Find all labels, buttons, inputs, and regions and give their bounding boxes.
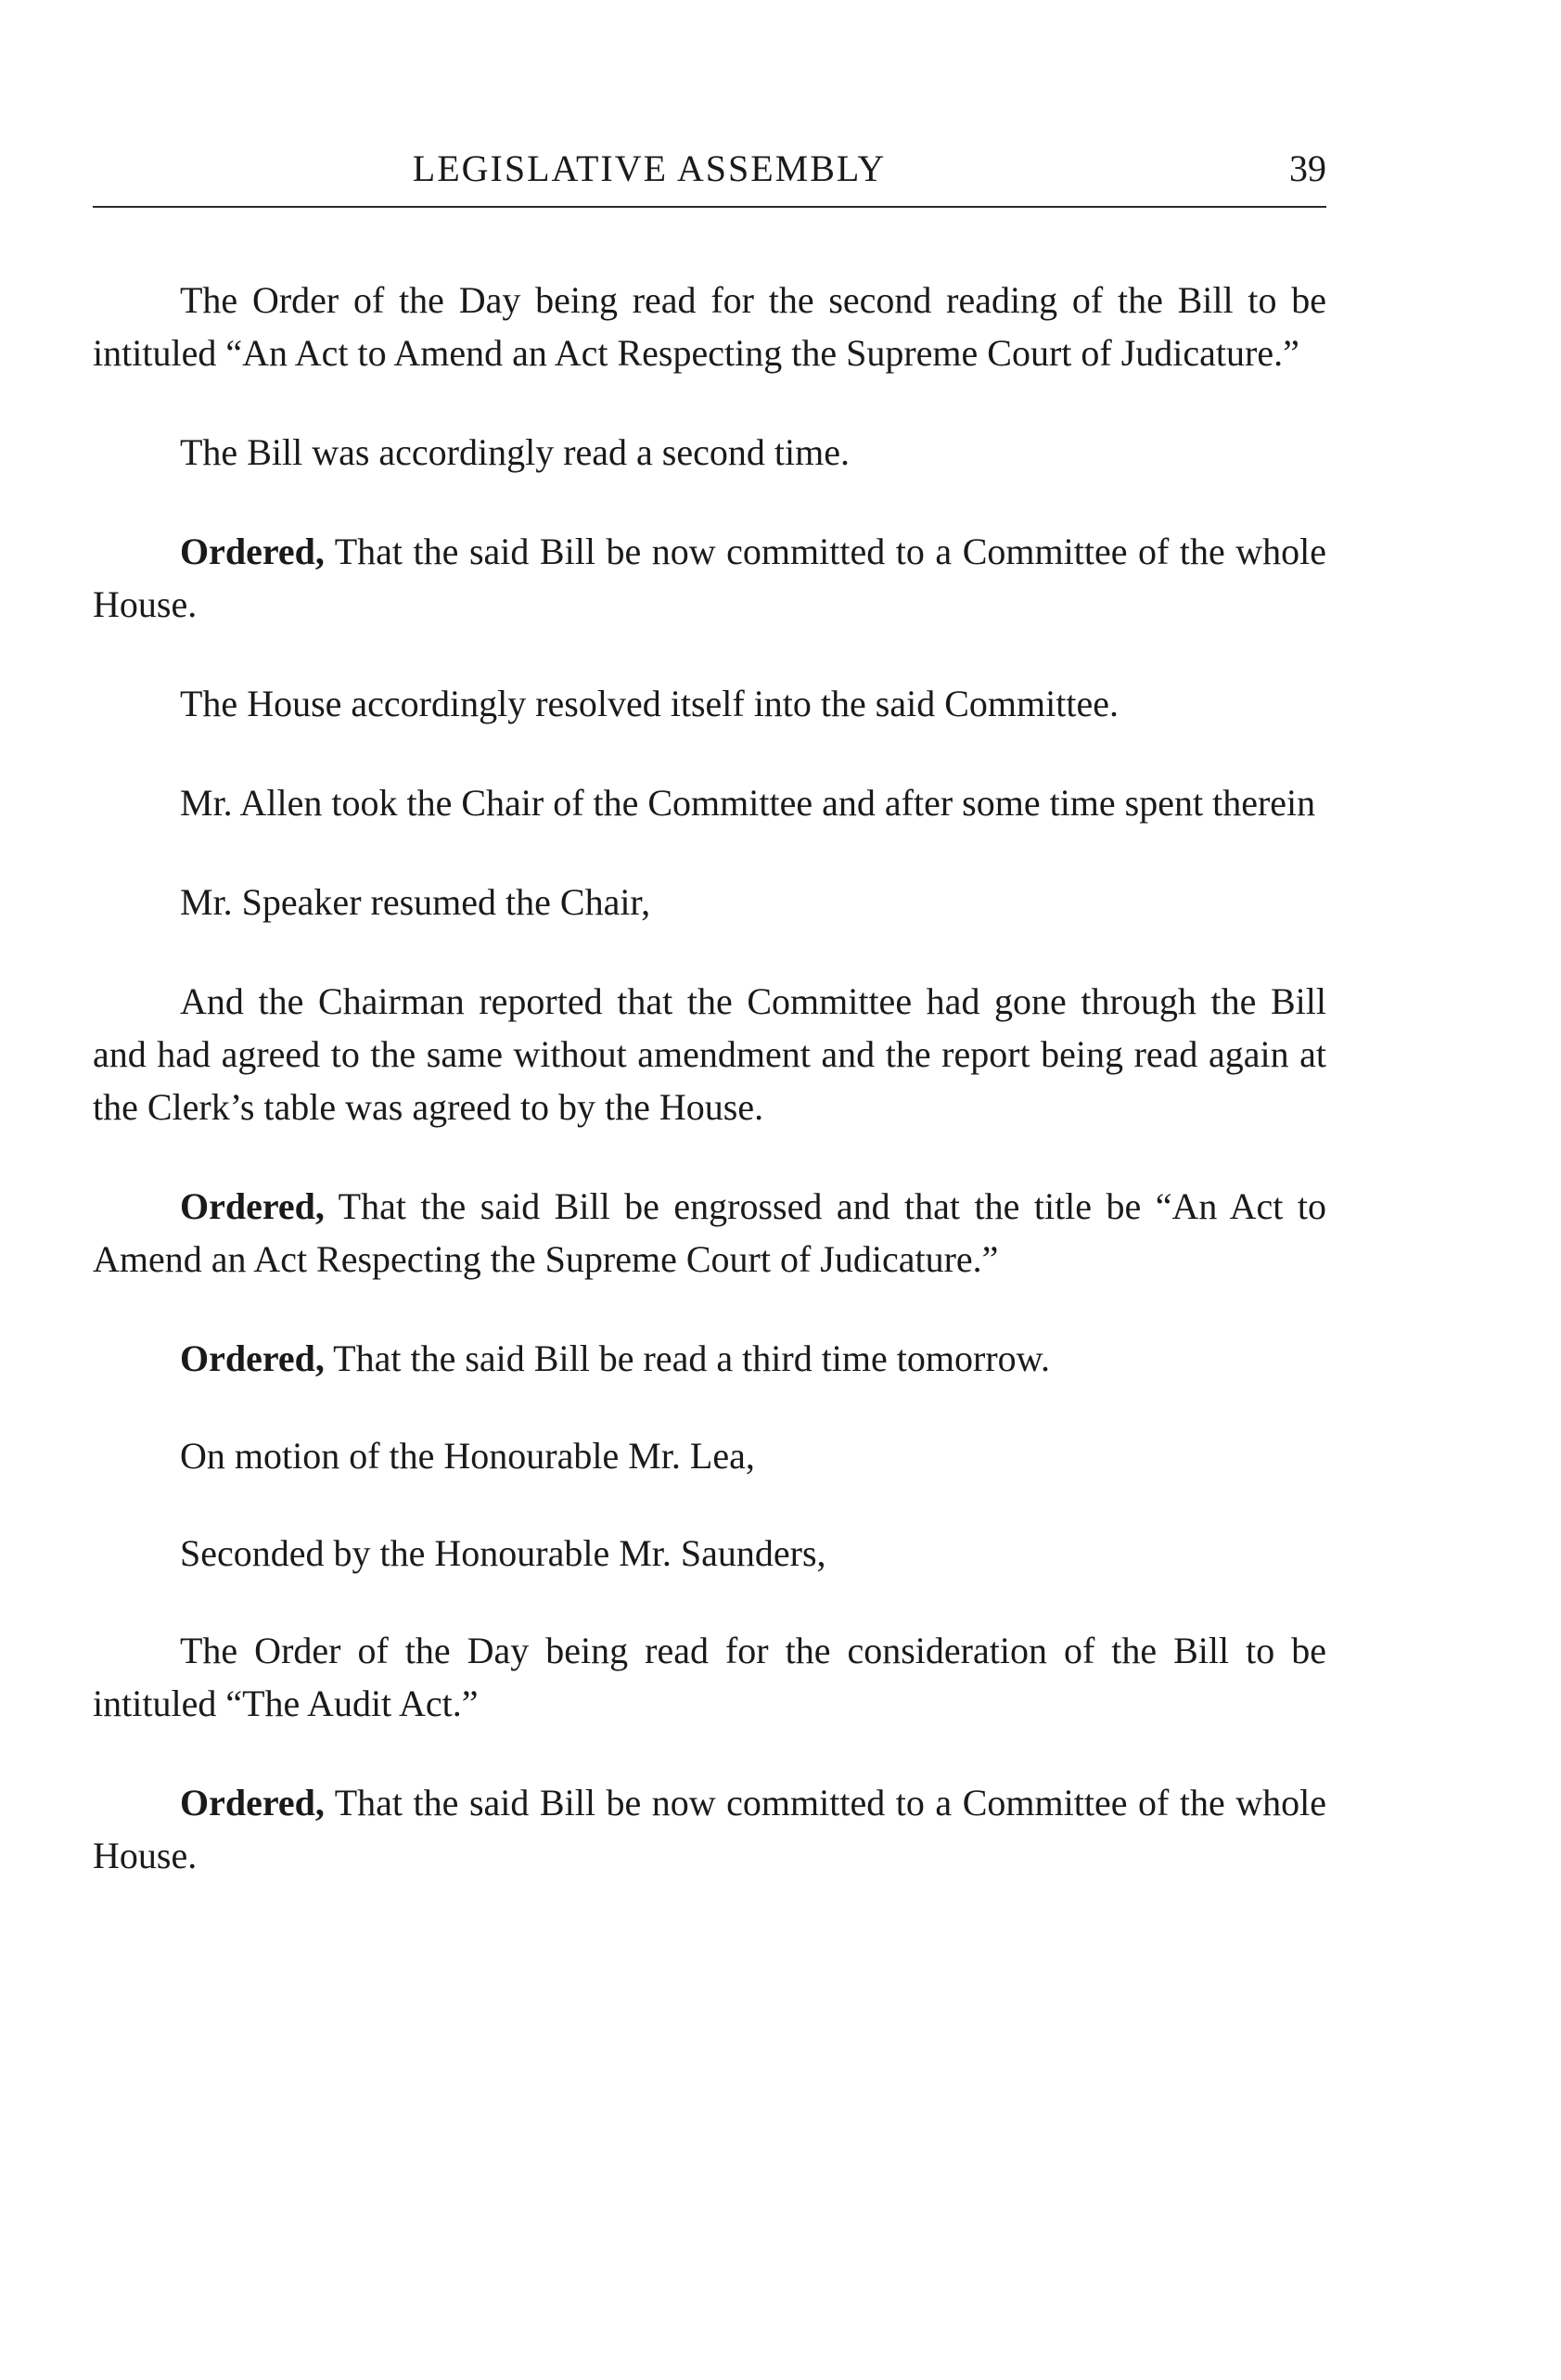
paragraph-text: And the Chairman reported that the Committee had gone through the Bill and had agreed to the same without amendment and the report being read again at the Clerk’s table was agreed to by the House. <box>93 980 1326 1128</box>
paragraph-text: That the said Bill be engrossed and that the title be “An Act to Amend an Act Respecting the Supreme Court of Judicature.” <box>93 1185 1326 1280</box>
paragraph <box>93 525 1326 631</box>
paragraph-text: Seconded by the Honourable Mr. Saunders, <box>180 1532 826 1574</box>
page-number: 39 <box>1289 147 1326 189</box>
paragraph <box>93 426 1326 479</box>
header-title: LEGISLATIVE ASSEMBLY <box>412 147 887 189</box>
paragraph <box>93 1332 1326 1385</box>
paragraph-text: That the said Bill be read a third time tomorrow. <box>324 1337 1050 1379</box>
paragraph <box>93 1429 1326 1482</box>
paragraph <box>93 876 1326 928</box>
paragraph-lead: Ordered, <box>180 1337 325 1379</box>
paragraph-text: The Bill was accordingly read a second time. <box>180 431 850 473</box>
paragraph-lead: Ordered, <box>180 1782 325 1823</box>
paragraph <box>93 1776 1326 1882</box>
paragraph-text: The House accordingly resolved itself into the said Committee. <box>180 683 1119 724</box>
paragraph-text: On motion of the Honourable Mr. Lea, <box>180 1435 755 1477</box>
paragraph-text: That the said Bill be now committed to a Committee of the whole House. <box>93 531 1326 625</box>
paragraph <box>93 1624 1326 1730</box>
paragraph-text: The Order of the Day being read for the consideration of the Bill to be intituled “The Audit Act.” <box>93 1630 1326 1724</box>
header-rule <box>93 206 1326 208</box>
paragraph <box>93 1527 1326 1580</box>
paragraph <box>93 1180 1326 1286</box>
body-text <box>93 274 1326 1928</box>
paragraph-lead: Ordered, <box>180 1185 325 1227</box>
paragraph <box>93 776 1326 829</box>
paragraph-text: Mr. Allen took the Chair of the Committee and after some time spent therein <box>180 782 1316 824</box>
paragraph-lead: Ordered, <box>180 531 325 572</box>
paragraph <box>93 677 1326 730</box>
paragraph-text: The Order of the Day being read for the second reading of the Bill to be intituled “An Act to Amend an Act Respecting the Supreme Court of Judicature.” <box>93 279 1326 374</box>
paragraph-text: Mr. Speaker resumed the Chair, <box>180 881 651 923</box>
running-header <box>93 139 1326 204</box>
paragraph <box>93 975 1326 1133</box>
paragraph-text: That the said Bill be now committed to a Committee of the whole House. <box>93 1782 1326 1876</box>
paragraph <box>93 274 1326 379</box>
